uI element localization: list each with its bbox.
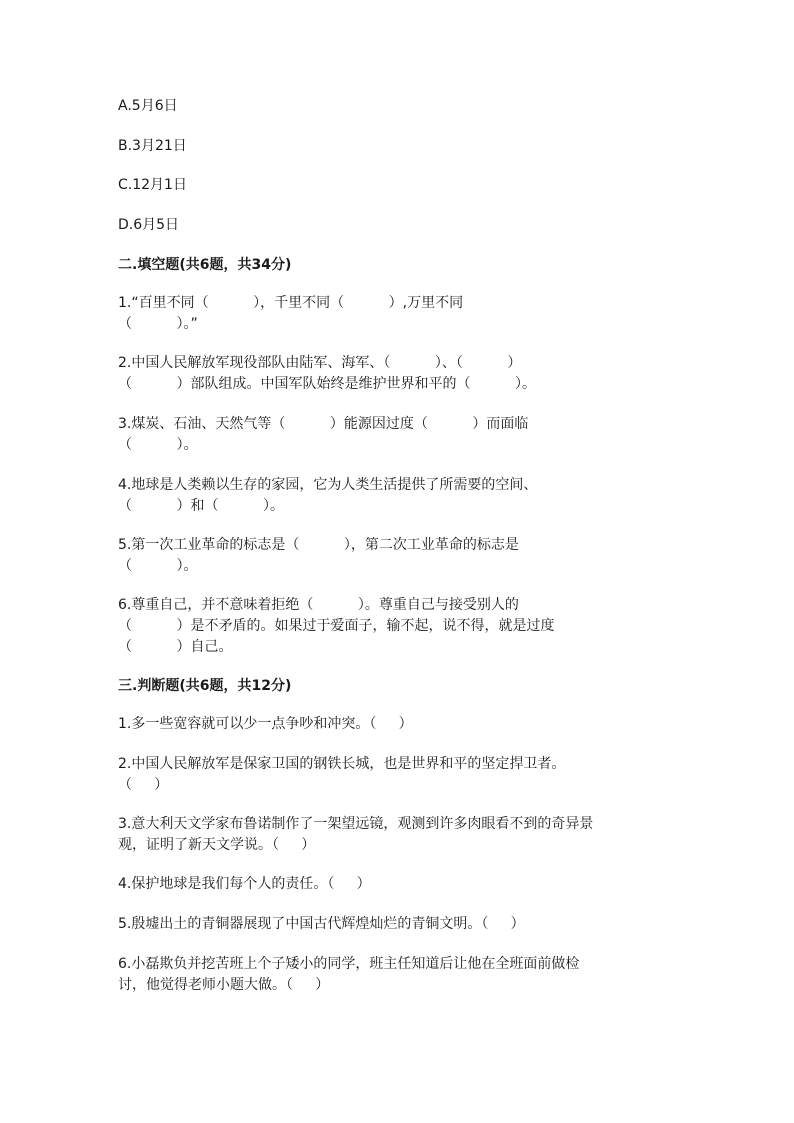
judge-question-2-line-1: 2.中国人民解放军是保家卫国的钢铁长城，也是世界和平的坚定捍卫者。 xyxy=(118,756,566,772)
judge-question-4: 4.保护地球是我们每个人的责任。（ ） xyxy=(118,876,371,892)
judge-question-5: 5.殷墟出土的青铜器展现了中国古代辉煌灿烂的青铜文明。（ ） xyxy=(118,916,525,932)
fill-question-1-line-1: 1.“百里不同（ ），千里不同（ ）,万里不同 xyxy=(118,295,464,311)
fill-question-3-line-1: 3.煤炭、石油、天然气等（ ）能源因过度（ ）而面临 xyxy=(118,416,529,432)
fill-question-5-line-1: 5.第一次工业革命的标志是（ ），第二次工业革命的标志是 xyxy=(118,537,519,553)
fill-question-1-line-2: （ ）。” xyxy=(118,316,198,332)
option-c: C.12月1日 xyxy=(118,177,187,193)
fill-question-2-line-2: （ ）部队组成。中国军队始终是维护世界和平的（ ）。 xyxy=(118,376,537,392)
fill-question-4-line-2: （ ）和（ ）。 xyxy=(118,498,285,514)
fill-question-4-line-1: 4.地球是人类赖以生存的家园，它为人类生活提供了所需要的空间、 xyxy=(118,477,538,493)
fill-question-2-line-1: 2.中国人民解放军现役部队由陆军、海军、（ ）、（ ） xyxy=(118,355,522,371)
fill-question-3-line-2: （ ）。 xyxy=(118,437,198,453)
fill-question-6-line-2: （ ）是不矛盾的。如果过于爱面子，输不起，说不得，就是过度 xyxy=(118,618,555,634)
fill-question-6-line-3: （ ）自己。 xyxy=(118,639,233,655)
judge-question-3-line-2: 观，证明了新天文学说。（ ） xyxy=(118,837,316,853)
section-heading-fill-in: 二.填空题(共6题，共34分) xyxy=(118,257,292,273)
judge-question-1: 1.多一些宽容就可以少一点争吵和冲突。（ ） xyxy=(118,716,413,732)
fill-question-5-line-2: （ ）。 xyxy=(118,558,198,574)
option-a: A.5月6日 xyxy=(118,98,178,114)
judge-question-2-line-2: （ ） xyxy=(118,777,169,793)
option-b: B.3月21日 xyxy=(118,138,187,154)
fill-question-6-line-1: 6.尊重自己，并不意味着拒绝（ ）。尊重自己与接受别人的 xyxy=(118,597,519,613)
judge-question-3-line-1: 3.意大利天文学家布鲁诺制作了一架望远镜，观测到许多肉眼看不到的奇异景 xyxy=(118,816,594,832)
judge-question-6-line-2: 讨，他觉得老师小题大做。（ ） xyxy=(118,977,330,993)
option-d: D.6月5日 xyxy=(118,217,180,233)
section-heading-true-false: 三.判断题(共6题，共12分) xyxy=(118,678,292,694)
judge-question-6-line-1: 6.小磊欺负并挖苦班上个子矮小的同学，班主任知道后让他在全班面前做检 xyxy=(118,956,580,972)
